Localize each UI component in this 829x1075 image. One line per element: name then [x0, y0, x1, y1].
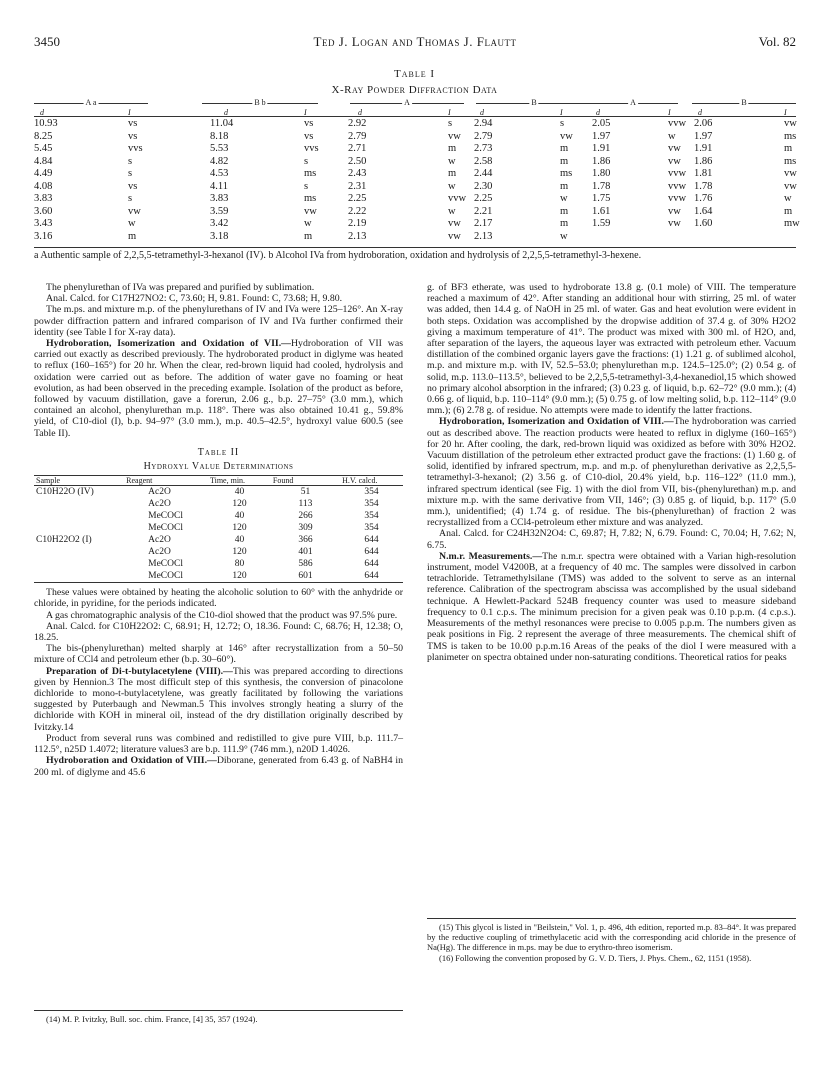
intensity-value: vs [128, 118, 138, 129]
table2-row [34, 570, 403, 583]
table2-row [34, 534, 403, 546]
paragraph [427, 551, 796, 663]
reagent-cell: Ac2O [148, 499, 171, 510]
reagent-cell: Ac2O [148, 535, 171, 546]
intensity-value: vs [128, 180, 138, 192]
intensity-value: vw [448, 218, 461, 229]
intensity-value: m [448, 168, 457, 179]
sample-cell [34, 522, 124, 534]
intensity-value: vw [128, 205, 141, 217]
d-value: 2.25 [474, 193, 493, 204]
sample-cell [34, 546, 124, 558]
table2-row [34, 510, 403, 522]
intensity-value: mw [784, 218, 800, 229]
intensity-value: ms [304, 193, 317, 204]
table2-caption: Hydroxyl Value Determinations [143, 461, 294, 473]
sample-cell [34, 570, 124, 583]
sub-i: I [560, 108, 563, 117]
paragraph [427, 416, 796, 528]
d-value: 1.61 [592, 205, 611, 217]
footnote-16: (16) Following the convention proposed by G. V. D. Tiers, J. Phys. Chem., 62, 1151 (1958). [439, 952, 752, 963]
intensity-value: s [128, 155, 133, 167]
calcd-cell: 644 [364, 535, 379, 546]
intensity-value: vvw [668, 118, 687, 129]
time-cell: 120 [232, 523, 247, 534]
intensity-value: w [304, 218, 312, 229]
calcd-cell: 644 [364, 559, 379, 570]
paragraph-text: The hydroboration was carried out as described above. The reaction products were heated to reflux in diglyme (160–165°) for 20 hr. After cooling, the dark, red-brown liquid was oxidized as before with 30% H2O2. Vacuum distillation of the petroleum ether extracted product gave the fractions: (1) 1.60 g. of solid, identified by infrared spectrum, m.p. and m.p. of phenylurethan derivative as 2,2,5,5-tetramethyl-3-hexanol; (2) 3.56 g. of C10-diol, 20.4% yield, b.p. 116–122° (11.0 mm.), infrared spectrum identical (see Fig. 1) with the diol from VII, bis-(phenylurethan) m.p. and mixture m.p. with the same derivative from VII, 146°; (3) 0.85 g. of liquid, b.p. 117° (5.0 mm.), unidentified; (4) 1.74 g. of residue. The bis-(phenylurethan) of fraction 2 was recrystallized from a CCl4-petroleum ether mixture and was analyzed. [427, 416, 797, 529]
d-value: 1.86 [592, 155, 611, 167]
intensity-value: vw [784, 118, 797, 129]
left-column [34, 282, 403, 778]
col-header: Reagent [124, 476, 208, 486]
found-cell: 309 [298, 523, 313, 534]
d-value: 5.45 [34, 143, 53, 154]
d-value: 3.59 [210, 205, 229, 217]
d-value: 1.75 [592, 193, 611, 204]
d-value: 2.06 [694, 118, 713, 129]
time-cell: 40 [234, 487, 245, 498]
paragraph [34, 338, 403, 439]
paragraph: Anal. Calcd. for C10H22O2: C, 68.91; H, 12.72; O, 18.36. Found: C, 68.76; H, 12.38; O, 18.25. [34, 620, 403, 644]
intensity-value: vvw [668, 180, 687, 192]
d-value: 2.13 [474, 230, 493, 242]
d-value: 3.42 [210, 218, 229, 229]
d-value: 1.64 [694, 205, 713, 217]
sample-cell [34, 498, 124, 510]
d-value: 1.80 [592, 168, 611, 179]
d-value: 2.13 [348, 230, 367, 242]
table1-footnote: a Authentic sample of 2,2,5,5-tetramethyl-3-hexanol (IV). b Alcohol IVa from hydroboration, oxidation and hydrolysis of 2,2,5,5-tetramethyl-3-hexene. [34, 250, 642, 261]
sub-d: d [40, 108, 44, 117]
calcd-cell: 354 [364, 511, 379, 522]
d-value: 3.18 [210, 230, 229, 242]
d-value: 4.84 [34, 155, 53, 167]
intensity-value: s [560, 118, 565, 129]
intensity-value: vvw [668, 168, 687, 179]
intensity-value: w [560, 230, 568, 242]
footnote-rule [34, 1010, 403, 1011]
table1-bottom-rule [34, 247, 796, 248]
time-cell: 120 [232, 499, 247, 510]
sample-cell [34, 510, 124, 522]
d-value: 4.49 [34, 168, 53, 179]
paragraph-text: This was prepared according to directions given by Hennion.3 The most difficult step of this synthesis, the conversion of pinacolone dichloride to mono-t-butylacetylene, was greatly facilitated by following the variations suggested by Puterbaugh and Newman.5 This involves strongly heating a slurry of the dichloride with KOH in mineral oil, instead of the dry distillation originally described by Ivitzky.14 [34, 665, 403, 733]
paragraph-text: Diborane, generated from 6.43 g. of NaBH4 in 200 ml. of diglyme and 45.6 [34, 755, 403, 778]
d-value: 2.79 [474, 130, 493, 142]
section-heading: Preparation of Di-t-butylacetylene (VIII).— [46, 665, 233, 677]
page-number: 3450 [34, 34, 60, 49]
d-value: 8.18 [210, 130, 229, 142]
d-value: 2.50 [348, 155, 367, 167]
table1-row [34, 193, 796, 206]
group-header: B b [202, 98, 318, 108]
d-value: 10.93 [34, 118, 58, 129]
intensity-value: m [560, 205, 569, 217]
paragraph [34, 666, 403, 733]
table2-body [34, 486, 403, 583]
d-value: 2.43 [348, 168, 367, 179]
footnote-14 [34, 1014, 403, 1024]
found-cell: 366 [298, 535, 313, 546]
section-heading: Hydroboration, Isomerization and Oxidation of VII.— [46, 338, 291, 350]
intensity-value: vw [560, 130, 573, 142]
d-value: 2.21 [474, 205, 493, 217]
paragraph: Product from several runs was combined and redistilled to give pure VIII, b.p. 111.7–112.5°, n25D 1.4072; literature values3 are b.p. 111.9° (746 mm.), n20D 1.4026. [34, 732, 403, 756]
d-value: 1.97 [694, 130, 713, 142]
col-header: H.V. calcd. [340, 476, 403, 486]
d-value: 4.08 [34, 180, 53, 192]
group-header: B [692, 98, 796, 108]
d-value: 2.79 [348, 130, 367, 142]
intensity-value: w [784, 193, 792, 204]
intensity-value: m [560, 155, 569, 167]
table1-title: Table I [393, 68, 436, 80]
intensity-value: ms [784, 130, 797, 142]
right-column [427, 282, 796, 663]
time-cell: 120 [208, 570, 271, 583]
intensity-value: vw [668, 155, 681, 167]
table1-row [34, 218, 800, 231]
d-value: 1.78 [694, 180, 713, 192]
d-value: 8.25 [34, 130, 53, 142]
d-value: 3.43 [34, 218, 53, 229]
intensity-value: w [448, 205, 456, 217]
table2-title: Table II [197, 446, 240, 458]
table1-row [34, 143, 796, 156]
table2-row [34, 498, 403, 510]
running-authors: Ted J. Logan and Thomas J. Flautt [313, 34, 517, 49]
sub-i: I [784, 108, 787, 117]
table1-row [34, 206, 796, 219]
intensity-value: vvw [668, 193, 687, 204]
footnote-text: (14) M. P. Ivitzky, Bull. soc. chim. France, [4] 35, 357 (1924). [46, 1014, 258, 1024]
sub-d: d [698, 108, 702, 117]
d-value: 1.97 [592, 130, 611, 142]
found-cell: 401 [298, 547, 313, 558]
table1-group-headers [34, 98, 796, 108]
table1-row [34, 156, 796, 169]
d-value: 5.53 [210, 143, 229, 154]
d-value: 4.11 [210, 180, 228, 192]
table1-body [34, 118, 800, 243]
intensity-value: vw [448, 130, 461, 142]
d-value: 3.83 [34, 193, 53, 204]
intensity-value: m [560, 143, 569, 154]
intensity-value: m [784, 143, 793, 154]
d-value: 2.92 [348, 118, 367, 129]
sample-cell: C10H22O (IV) [36, 487, 94, 498]
paragraph: The m.ps. and mixture m.p. of the phenylurethans of IV and IVa were 125–126°. An X-ray powder diffraction pattern and infrared comparison of IV and IVa further confirmed their identity (see Table I for X-ray data). [34, 304, 403, 338]
sample-cell [34, 558, 124, 570]
paragraph: Anal. Calcd. for C17H27NO2: C, 73.60; H, 9.81. Found: C, 73.68; H, 9.80. [46, 293, 343, 305]
paragraph: A gas chromatographic analysis of the C10-diol showed that the product was 97.5% pure. [46, 609, 398, 621]
d-value: 1.91 [694, 143, 713, 154]
found-cell: 51 [300, 487, 311, 498]
group-header: A a [34, 98, 148, 108]
section-heading: Hydroboration, Isomerization and Oxidation of VIII.— [439, 416, 674, 428]
time-cell: 80 [234, 559, 245, 570]
calcd-cell: 354 [364, 487, 379, 498]
reagent-cell: MeCOCl [148, 511, 183, 522]
intensity-value: w [448, 155, 456, 167]
reagent-cell: MeCOCl [124, 570, 208, 583]
group-header: A [350, 98, 464, 108]
table2-row [34, 522, 403, 534]
paragraph: These values were obtained by heating the alcoholic solution to 60° with the anhydride or chloride, in pyridine, for the periods indicated. [34, 587, 403, 610]
paragraph [34, 755, 403, 777]
found-cell: 601 [271, 570, 340, 583]
d-value: 1.81 [694, 168, 713, 179]
found-cell: 266 [298, 511, 313, 522]
col-header: Sample [34, 476, 124, 486]
table1-row [34, 131, 796, 144]
sub-i: I [668, 108, 671, 117]
intensity-value: vvs [128, 143, 143, 154]
time-cell: 40 [234, 511, 245, 522]
d-value: 1.60 [694, 218, 713, 229]
group-header: B [476, 98, 592, 108]
intensity-value: m [784, 205, 793, 217]
intensity-value: vs [128, 130, 138, 142]
col-header: Time, min. [208, 476, 271, 486]
d-value: 1.76 [694, 193, 713, 204]
table1-row [34, 168, 796, 181]
table1-header-rule [34, 116, 796, 117]
intensity-value: vs [304, 130, 314, 142]
d-value: 2.30 [474, 180, 493, 192]
d-value: 3.16 [34, 230, 53, 242]
volume-label: Vol. 82 [758, 34, 796, 49]
intensity-value: vw [448, 230, 461, 242]
table2-row [34, 546, 403, 558]
intensity-value: m [560, 218, 569, 229]
intensity-value: m [560, 180, 569, 192]
paragraph-text: The n.m.r. spectra were obtained with a Varian high-resolution instrument, model V4200B, at a frequency of 40 mc. The samples were dissolved in carbon tetrachloride. Tetramethylsilane (TMS) was added to the solvent to serve as an internal reference. Calibration of the spectrogram abscissa was accomplished by the usual sideband technique. A Hewlett-Packard 524B frequency counter was used to measure sideband frequency to 0.1 c.p.s. The minimum precision for a given peak was 0.10 p.p.m. (4 c.p.s.). Measurements of the methyl resonances were precise to 0.005 p.p.m. The numbers given as peak positions in Fig. 2 represent the average of three measurements. The chemical shift of TMS is taken to be 10.00 p.p.m.16 Areas of the peaks of the diol I were measured with a planimeter on spectra obtained under non-saturating conditions. Theoretical ratios for peaks [427, 550, 796, 663]
footnote-15: (15) This glycol is listed in "Beilstein," Vol. 1, p. 496, 4th edition, reported m.p. 83–84°. It was prepared by the reductive coupling of trimethylacetic acid with the corresponding acid chloride in the presence of Na(Hg). The difference in m.ps. may be due to erythro-threo isomerism. [427, 922, 796, 953]
table1-row [34, 231, 796, 244]
sub-d: d [358, 108, 362, 117]
intensity-value: w [448, 180, 456, 192]
table1-row [34, 118, 796, 131]
reagent-cell: Ac2O [148, 547, 171, 558]
sub-i: I [304, 108, 307, 117]
calcd-cell: 644 [364, 547, 379, 558]
intensity-value: m [448, 143, 457, 154]
calcd-cell: 644 [340, 570, 403, 583]
d-value: 1.91 [592, 143, 611, 154]
footnote-rule [427, 918, 796, 919]
calcd-cell: 354 [364, 499, 379, 510]
found-cell: 113 [298, 499, 313, 510]
d-value: 1.86 [694, 155, 713, 167]
intensity-value: ms [560, 168, 573, 179]
d-value: 2.44 [474, 168, 493, 179]
table2-row [34, 486, 403, 499]
intensity-value: vw [668, 218, 681, 229]
paragraph: Anal. Calcd. for C24H32N2O4: C, 69.87; H, 7.82; N, 6.79. Found: C, 70.04; H, 7.62; N, 6.75. [427, 528, 796, 551]
d-value: 3.60 [34, 205, 53, 217]
d-value: 2.73 [474, 143, 493, 154]
sub-i: I [448, 108, 451, 117]
reagent-cell: Ac2O [148, 487, 171, 498]
paragraph-text: Hydroboration of VII was carried out exactly as described previously. The hydroborated product in diglyme was heated to reflux (160–165°) for 20 hr. When the clear, red-brown liquid had cooled, hydrolysis and oxidation were carried out as before. The addition of water gave no foaming or heat evolution, as had been observed in the preceding example. Isolation of the product as before, followed by vacuum distillation, gave a forerun, 2.06 g., b.p. 27–75° (3.0 mm.), which contained an alcohol, phenylurethan m.p. 118°. There was also obtained 10.41 g., 59.8% yield, of C10-diol (I), b.p. 94–97° (3.0 mm.), m.p. 40.5–42.5°, hydroxyl value 600.5 (see Table II). [34, 338, 404, 439]
d-value: 2.05 [592, 118, 611, 129]
table1-caption: X-Ray Powder Diffraction Data [331, 84, 498, 96]
intensity-value: s [304, 180, 309, 192]
d-value: 1.59 [592, 218, 611, 229]
d-value: 2.31 [348, 180, 367, 192]
footnotes-right [427, 922, 796, 963]
intensity-value: m [304, 230, 313, 242]
d-value: 2.22 [348, 205, 367, 217]
sub-d: d [480, 108, 484, 117]
intensity-value: vw [668, 143, 681, 154]
table2-header-row [34, 476, 403, 486]
time-cell: 40 [234, 535, 245, 546]
d-value: 2.17 [474, 218, 493, 229]
intensity-value: s [128, 193, 133, 204]
intensity-value: vvw [448, 193, 467, 204]
sample-cell: C10H22O2 (I) [36, 535, 92, 546]
table2 [34, 475, 403, 583]
sub-d: d [596, 108, 600, 117]
intensity-value: vw [784, 168, 797, 179]
reagent-cell: MeCOCl [148, 523, 183, 534]
table2-row [34, 558, 403, 570]
d-value: 2.58 [474, 155, 493, 167]
section-heading: N.m.r. Measurements.— [439, 550, 543, 562]
reagent-cell: MeCOCl [148, 559, 183, 570]
intensity-value: w [560, 193, 568, 204]
intensity-value: ms [784, 155, 797, 167]
sub-i: I [128, 108, 131, 117]
intensity-value: s [304, 155, 309, 167]
found-cell: 586 [298, 559, 313, 570]
section-heading: Hydroboration and Oxidation of VIII.— [46, 755, 217, 767]
d-value: 3.83 [210, 193, 229, 204]
paragraph: The phenylurethan of IVa was prepared and purified by sublimation. [46, 282, 315, 293]
intensity-value: s [128, 168, 133, 179]
intensity-value: vw [304, 205, 317, 217]
paragraph: The bis-(phenylurethan) melted sharply at 146° after recrystallization from a 50–50 mixture of CCl4 and petroleum ether (b.p. 30–60°). [34, 643, 403, 666]
intensity-value: s [448, 118, 453, 129]
d-value: 11.04 [210, 118, 234, 129]
d-value: 2.19 [348, 218, 367, 229]
running-header [34, 34, 796, 52]
table1-row [34, 181, 796, 194]
intensity-value: ms [304, 168, 317, 179]
d-value: 4.82 [210, 155, 229, 167]
d-value: 1.78 [592, 180, 611, 192]
d-value: 2.94 [474, 118, 493, 129]
group-header: A [588, 98, 678, 108]
intensity-value: m [128, 230, 137, 242]
intensity-value: vw [784, 180, 797, 192]
intensity-value: w [668, 130, 676, 142]
intensity-value: w [128, 218, 136, 229]
intensity-value: vvs [304, 143, 319, 154]
paragraph: g. of BF3 etherate, was used to hydroborate 13.8 g. (0.1 mole) of VIII. The temperature reached a maximum of 42°. After standing an additional hour with stirring, 25 ml. of water was added, then 14.4 g. of NaOH in 25 ml. of water. Gas and heat evolution were evident in both steps. Oxidation was accomplished by the dropwise addition of 37.4 g. of 30% H2O2 giving a maximum temperature of 41°. The product was mixed with 300 ml. of H2O, and, after separation of the layers, the aqueous layer was extracted with petroleum ether. Vacuum distillation of the combined organic layers gave the fractions: (1) 1.21 g. of sublimed alcohol, m.p. and mixture m.p. with IV, 52.5–53.0; phenylurethan m.p. 124.5–125.0°; (2) 0.54 g. of solid, m.p. 113.0–113.5°, believed to be 2,2,5,5-tetramethyl-3,4-hexanediol,15 which showed no primary alcohol absorption in the infrared; (3) 0.23 g. of liquid, b.p. 62–72° (9.0 mm.); (4) 0.66 g. of liquid, b.p. 110–114° (9.0 mm.); (5) 0.75 g. of low melting solid, b.p. 112–114° (9.0 mm.); (6) 2.78 g. of residue. No attempts were made to identify the latter fractions. [427, 282, 796, 417]
intensity-value: vs [304, 118, 314, 129]
d-value: 4.53 [210, 168, 229, 179]
intensity-value: vw [668, 205, 681, 217]
d-value: 2.25 [348, 193, 367, 204]
col-header: Found [271, 476, 340, 486]
d-value: 2.71 [348, 143, 367, 154]
calcd-cell: 354 [364, 523, 379, 534]
sub-d: d [224, 108, 228, 117]
time-cell: 120 [232, 547, 247, 558]
